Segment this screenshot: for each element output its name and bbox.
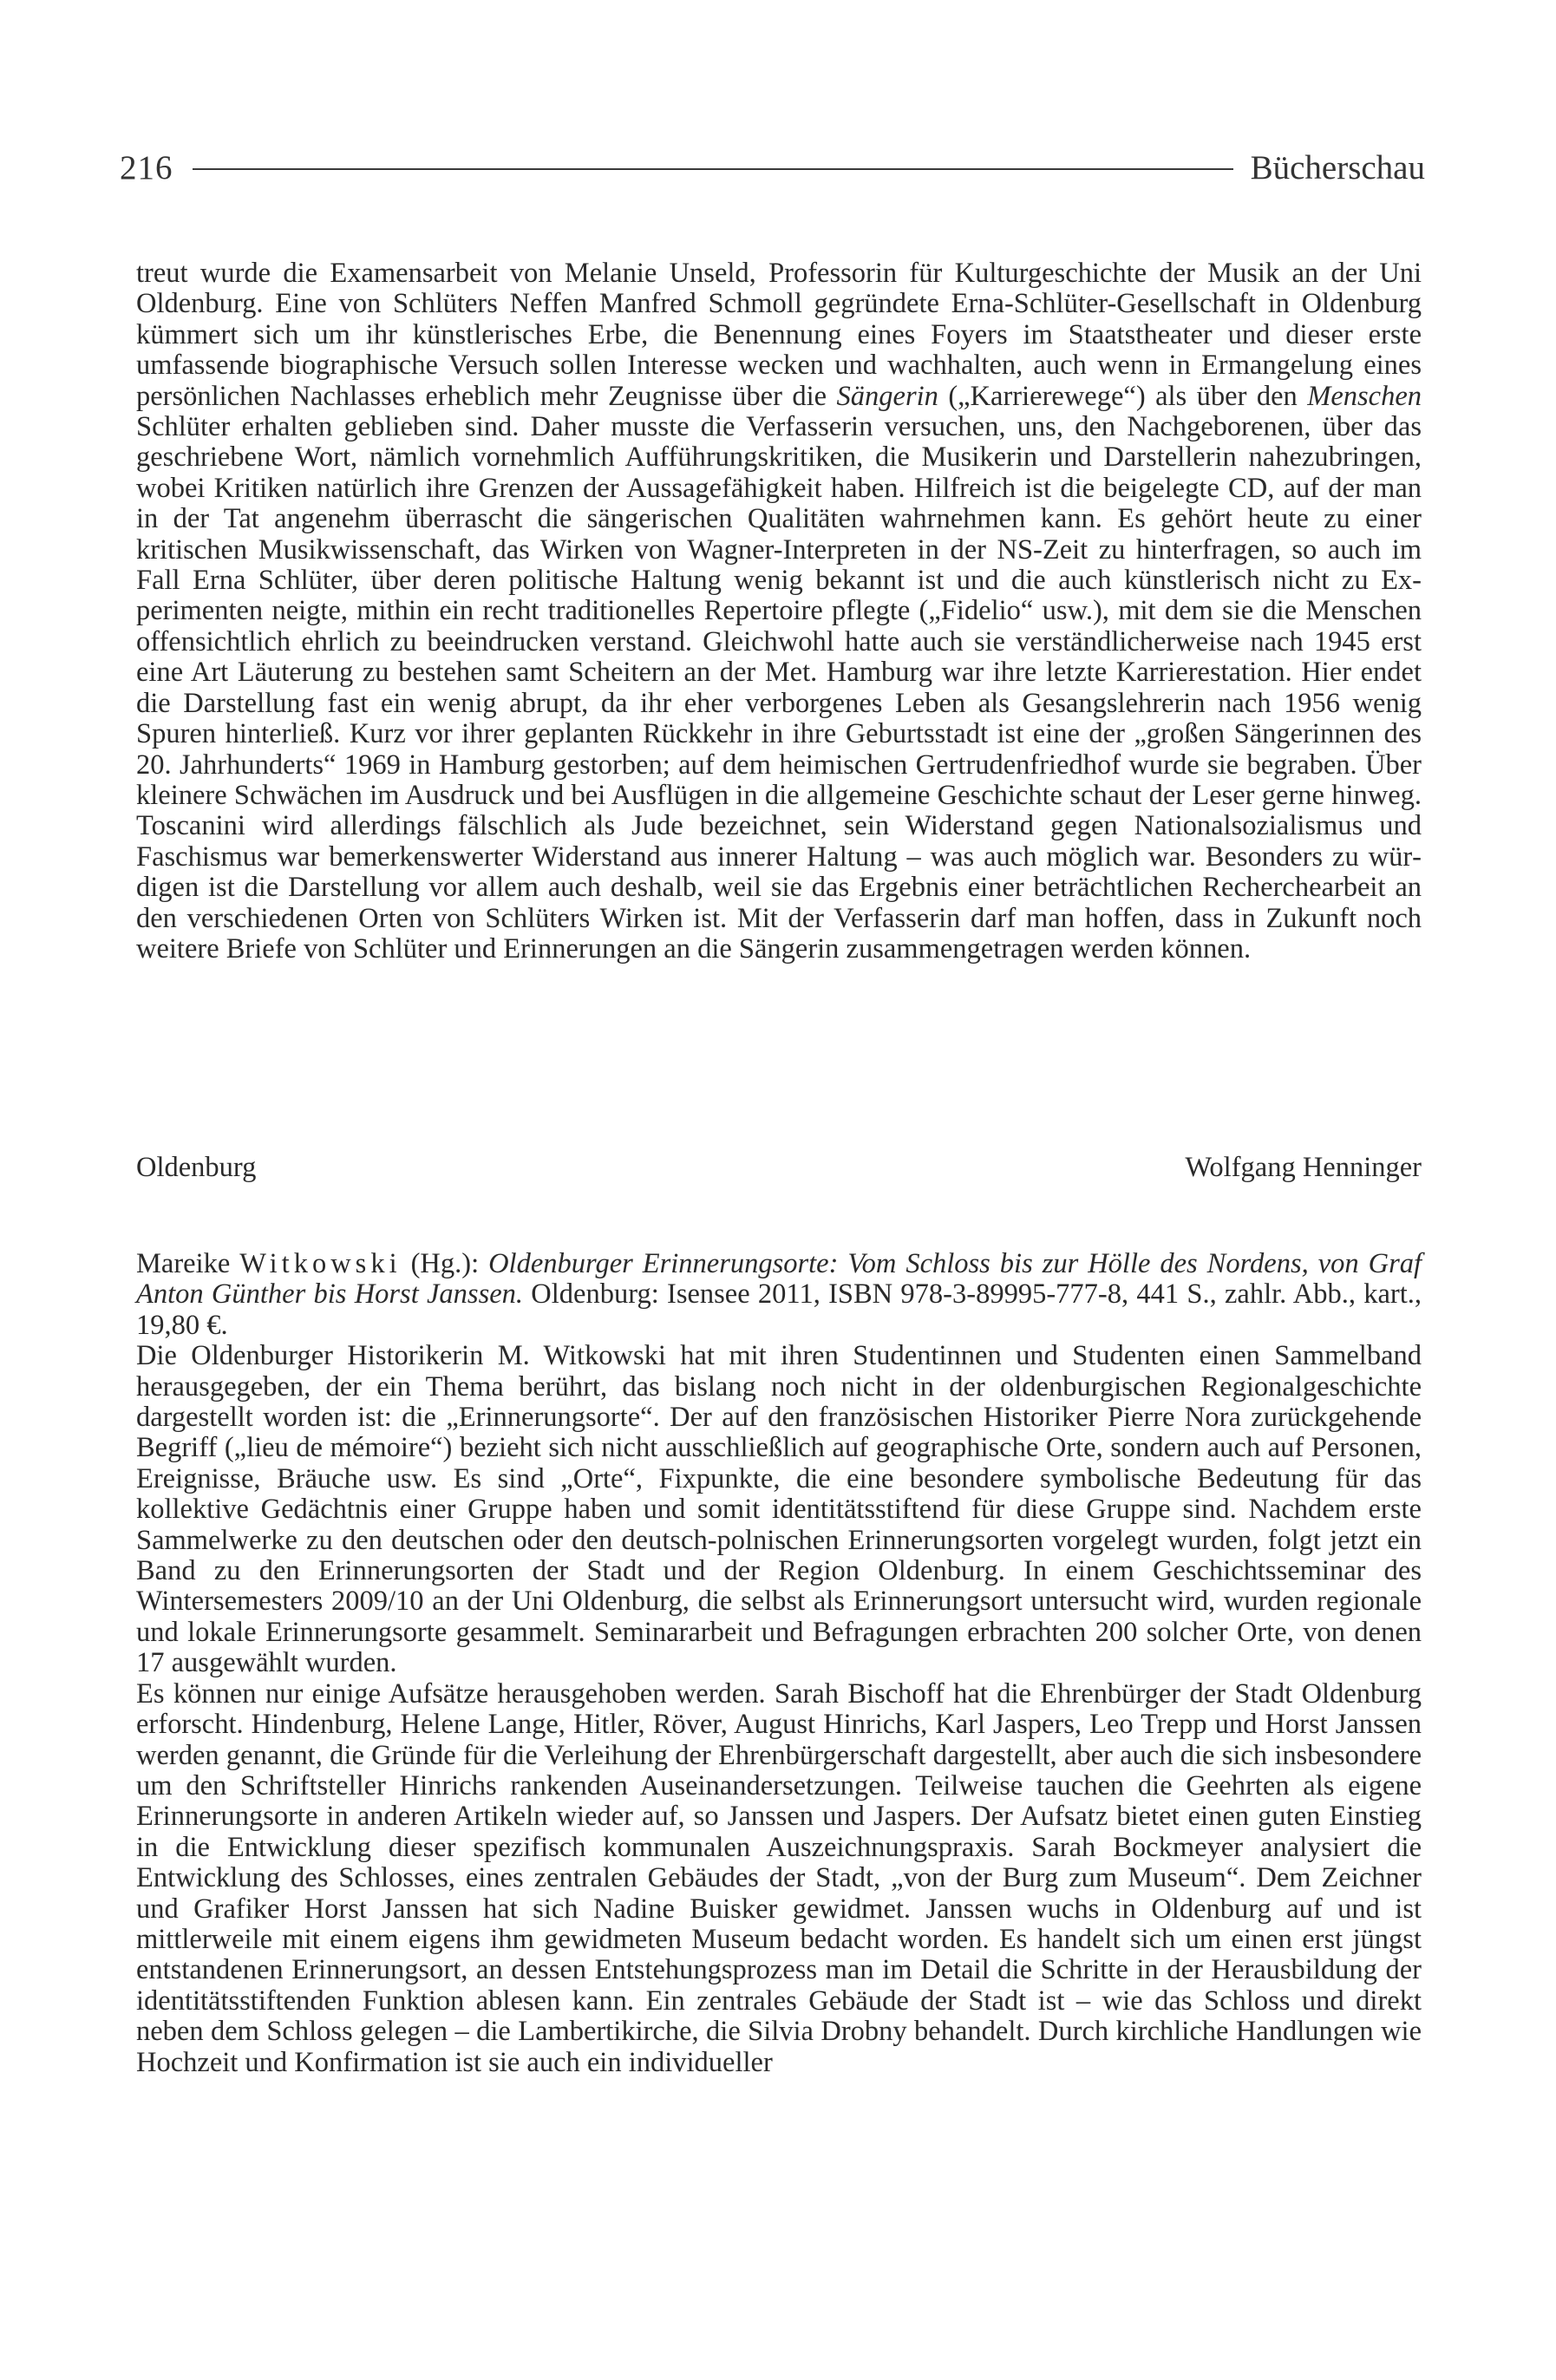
bibliographic-entry [136,1249,1422,1341]
biblio-hg: (Hg.): [401,1248,489,1279]
section-title: Bücherschau [1250,148,1425,186]
review-2-paragraph-1: Die Oldenburger Historikerin M. Witkowski hat mit ihren Studentinnen und Studenten einen Sammelband herausgegeben, der ein Thema berührt, das bislang noch nicht in der oldenburgischen Regionalgeschichte dargestellt worden ist: die „Erinnerungsorte“. Der auf den französischen Historiker Pierre Nora zurückgehende Begriff („lieu de mémoire“) bezieht sich nicht ausschließlich auf geographische Orte, sondern auch auf Personen, Ereignisse, Bräuche usw. Es sind „Orte“, Fixpunkte, die eine besondere symbolische Bedeutung für das kollektive Gedächtnis einer Gruppe haben und somit identitätsstiftend für diese Gruppe sind. Nachdem erste Sammelwerke zu den deutschen oder den deutsch-polnischen Erinnerungsorten vorgelegt wurden, folgt jetzt ein Band zu den Erinnerungsorten der Stadt und der Region Oldenburg. In einem Geschichtsseminar des Wintersemesters 2009/10 an der Uni Oldenburg, die selbst als Erinnerungsort untersucht wird, wurden regionale und lokale Erinnerungsorte gesammelt. Seminararbeit und Befragungen erbrachten 200 solcher Orte, von denen 17 ausgewählt wurden. [136,1340,1422,1679]
review-1 [136,258,1422,964]
biblio-title: Oldenburger Erinnerungsorte: Vom Schloss bis zur Hölle des Nordens, von Graf Anton Günther bis Horst Janssen. [136,1248,1422,1311]
review-2 [136,1249,1422,2078]
page-number: 216 [120,148,173,186]
signature-place: Oldenburg [136,1152,257,1183]
review-1-text-b: („Karrierewege“) als über den [938,380,1308,412]
review-1-text-c: Schlüter erhalten geblieben sind. Daher musste die Verfasserin versuchen, uns, den Nachgeborenen, über das geschriebene Wort, nämlich vornehmlich Aufführungskritiken, die Musikerin und Darstellerin nahezubringen, wobei Kritiken natürlich ihre Grenzen der Aussagefähigkeit haben. Hilfreich ist die beigelegte CD, auf der man in der Tat angenehm überrascht die sängerischen Qualitäten wahrnehmen kann. Es gehört heute zu einer kritischen Musikwissenschaft, das Wirken von Wagner-Interpreten in der NS-Zeit zu hinterfragen, so auch im Fall Erna Schlüter, über deren politische Haltung wenig bekannt ist und die auch künstlerisch nicht zu Experimenten neigte, mithin ein recht traditionelles Repertoire pflegte („Fidelio“ usw.), mit dem sie die Menschen offensichtlich ehrlich zu beeindrucken verstand. Gleichwohl hatte auch sie verständlicherweise nach 1945 erst eine Art Läuterung zu bestehen samt Scheitern an der Met. Hamburg war ihre letzte Karrierestation. Hier endet die Darstellung fast ein wenig abrupt, da ihr eher verborgenes Leben als Gesangslehrerin nach 1956 wenig Spuren hinterließ. Kurz vor ihrer geplanten Rückkehr in ihre Geburtsstadt ist eine der „großen Sängerinnen des 20. Jahrhunderts“ 1969 in Hamburg gestorben; auf dem heimischen Gertrudenfriedhof wurde sie begraben. Über kleinere Schwächen im Ausdruck und bei Ausflügen in die allgemeine Geschichte schaut der Leser gerne hinweg. Toscanini wird allerdings fälschlich als Jude bezeichnet, sein Widerstand gegen Nationalsozialismus und Faschismus war bemerkenswerter Widerstand aus innerer Haltung – was auch möglich war. Besonders zu würdigen ist die Darstellung vor allem auch deshalb, weil sie das Ergebnis einer beträchtlichen Recherchearbeit an den verschiedenen Orten von Schlüters Wirken ist. Mit der Verfasserin darf man hoffen, dass in Zukunft noch weitere Briefe von Schlüter und Erinnerungen an die Sängerin zusammengetragen werden können. [136,411,1422,964]
header-rule [193,168,1233,170]
running-header [120,143,1425,192]
biblio-details: Oldenburg: Isensee 2011, ISBN 978-3-89995-777-8, 441 S., zahlr. Abb., kart., 19,80 €. [136,1278,1422,1341]
review-1-text-a: treut wurde die Examensarbeit von Melanie Unseld, Professorin für Kulturgeschichte der Musik an der Uni Oldenburg. Eine von Schlüters Neffen Manfred Schmoll gegründete Erna-Schlüter-Gesellschaft in Oldenburg kümmert sich um ihr künstlerisches Erbe, die Benennung eines Foyers im Staatstheater und dieser erste umfassende biographische Versuch sollen Interesse wecken und wachhalten, auch wenn in Ermangelung eines persönlichen Nachlasses erheblich mehr Zeugnisse über die [136,258,1422,412]
biblio-author-first: Mareike [136,1248,231,1279]
biblio-author-last: Witkowski [239,1248,402,1279]
review-1-paragraph [136,258,1422,964]
review-1-signature [136,1152,1422,1183]
review-1-italic-menschen: Menschen [1307,380,1422,412]
signature-name: Wolfgang Henninger [1185,1152,1422,1183]
review-1-italic-saengerin: Sängerin [836,380,938,412]
review-2-paragraph-2: Es können nur einige Aufsätze herausgehoben werden. Sarah Bischoff hat die Ehrenbürger der Stadt Oldenburg erforscht. Hindenburg, Helene Lange, Hitler, Röver, August Hinrichs, Karl Jaspers, Leo Trepp und Horst Janssen werden genannt, die Gründe für die Verleihung der Ehrenbürgerschaft dargestellt, aber auch die sich insbesondere um den Schriftsteller Hinrichs rankenden Auseinandersetzungen. Teilweise tauchen die Geehrten als eigene Erinnerungsorte in anderen Artikeln wieder auf, so Janssen und Jaspers. Der Aufsatz bietet einen guten Einstieg in die Entwicklung dieser spezifisch kommunalen Auszeichnungspraxis. Sarah Bockmeyer analysiert die Entwicklung des Schlosses, eines zentralen Gebäudes der Stadt, „von der Burg zum Museum“. Dem Zeichner und Grafiker Horst Janssen hat sich Nadine Buisker gewidmet. Janssen wuchs in Oldenburg auf und ist mittlerweile mit einem eigens ihm gewidmeten Museum bedacht worden. Es handelt sich um einen erst jüngst entstandenen Erinnerungsort, an dessen Entstehungsprozess man im Detail die Schritte in der Herausbildung der identitätsstiftenden Funktion ablesen kann. Ein zentrales Gebäude der Stadt ist – wie das Schloss und direkt neben dem Schloss gelegen – die Lambertikirche, die Silvia Drobny behandelt. Durch kirchliche Handlungen wie Hochzeit und Konfirmation ist sie auch ein individueller [136,1677,1422,2078]
